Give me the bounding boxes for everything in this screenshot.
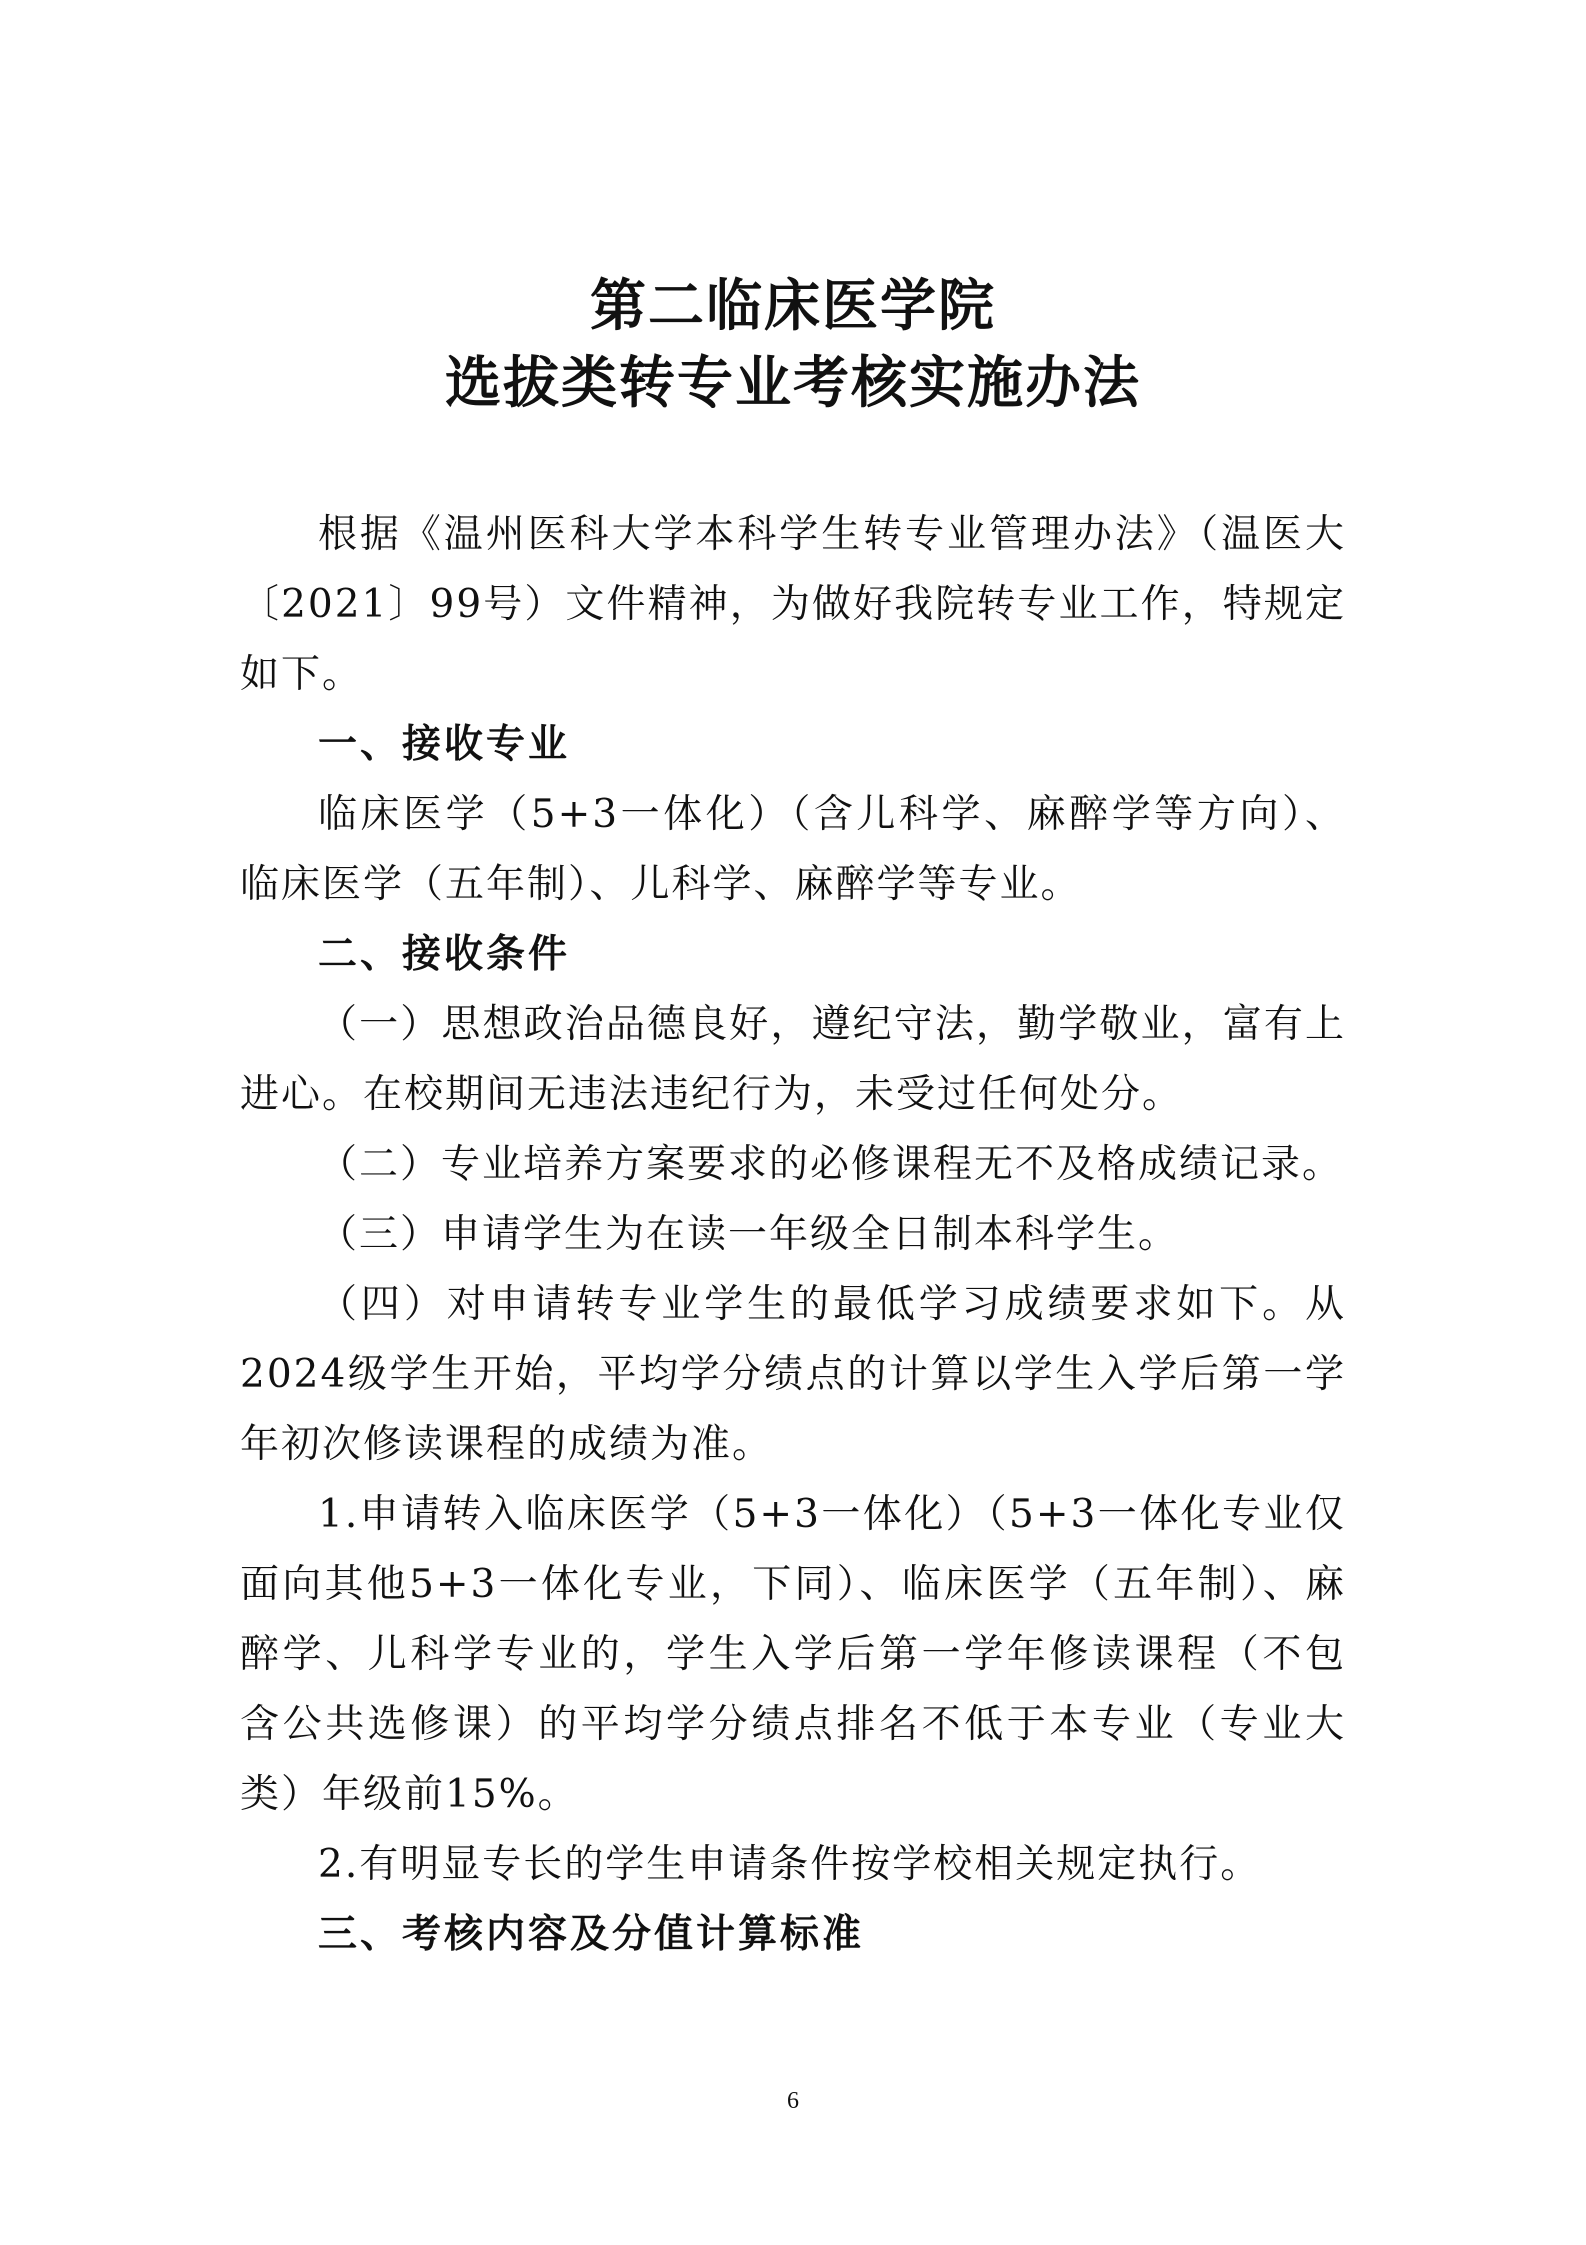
document-title-line-1: 第二临床医学院: [590, 273, 996, 339]
document-title-line-2: 选拔类转专业考核实施办法: [445, 350, 1141, 416]
paragraph-intro: 根据《温州医科大学本科学生转专业管理办法》（温医大〔2021〕99号）文件精神，为做好我院转专业工作，特规定如下。: [240, 512, 1346, 697]
paragraph-condition-1: （一）思想政治品德良好，遵纪守法，勤学敬业，富有上进心。在校期间无违法违纪行为，未受过任何处分。: [240, 1002, 1346, 1117]
section-heading-1: 一、接收专业: [318, 722, 571, 767]
paragraph-item-1: 1.申请转入临床医学（5+3一体化）（5+3一体化专业仅面向其他5+3一体化专业，下同）、临床医学（五年制）、麻醉学、儿科学专业的，学生入学后第一学年修读课程（不包含公共选修课）的平均学分绩点排名不低于本专业（专业大类）年级前15%。: [240, 1492, 1346, 1817]
section-heading-2: 二、接收条件: [318, 932, 571, 977]
page-number: 6: [787, 2088, 799, 2114]
paragraph-majors: 临床医学（5+3一体化）（含儿科学、麻醉学等方向）、临床医学（五年制）、儿科学、麻醉学等专业。: [240, 792, 1346, 907]
paragraph-condition-3: （三）申请学生为在读一年级全日制本科学生。: [318, 1212, 1180, 1257]
paragraph-condition-2: （二）专业培养方案要求的必修课程无不及格成绩记录。: [318, 1142, 1344, 1187]
section-heading-3: 三、考核内容及分值计算标准: [318, 1912, 865, 1957]
paragraph-item-2: 2.有明显专长的学生申请条件按学校相关规定执行。: [318, 1842, 1262, 1887]
paragraph-condition-4: （四）对申请转专业学生的最低学习成绩要求如下。从2024级学生开始，平均学分绩点的计算以学生入学后第一学年初次修读课程的成绩为准。: [240, 1282, 1346, 1467]
document-body: [240, 500, 1346, 1970]
